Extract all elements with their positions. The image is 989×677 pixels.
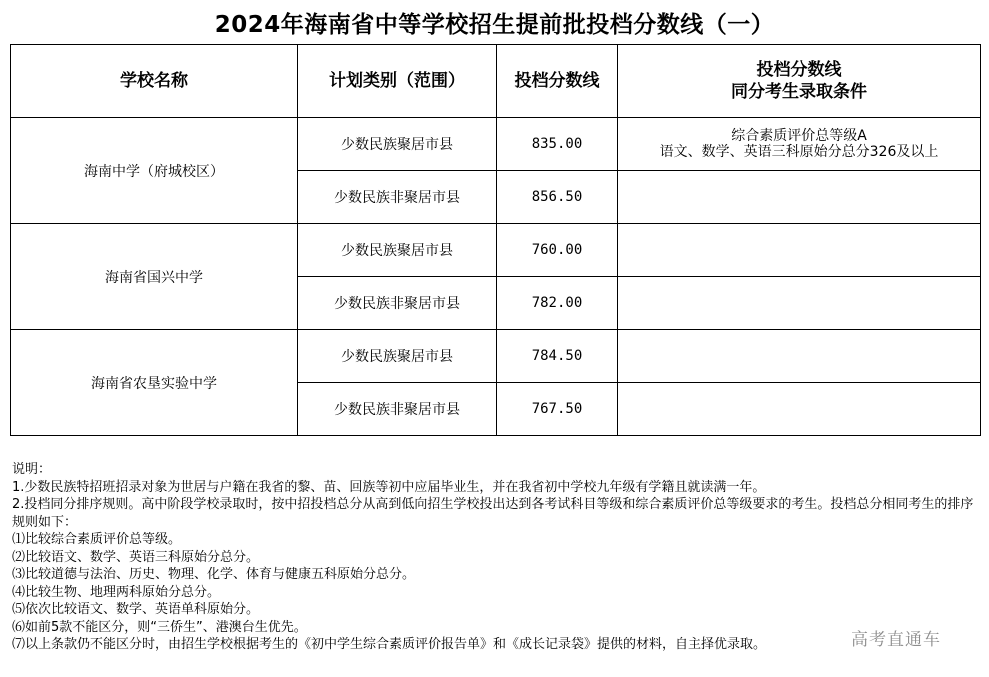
note-rule-6: ⑹如前5款不能区分，则“三侨生”、港澳台生优先。 xyxy=(12,619,307,635)
header-tie-condition-line2: 同分考生录取条件 xyxy=(731,82,867,102)
condition-line1: 综合素质评价总等级A xyxy=(731,128,867,144)
header-score-line: 投档分数线 xyxy=(497,45,618,118)
score-cell: 835.00 xyxy=(497,118,618,171)
condition-cell xyxy=(618,330,981,383)
watermark-text: 高考直通车 xyxy=(851,630,941,650)
notes-heading: 说明： xyxy=(12,462,52,477)
header-school-name: 学校名称 xyxy=(11,45,298,118)
note-line-2: 2.投档同分排序规则。高中阶段学校录取时，按中招投档总分从高到低向招生学校投出达到各考试科目等级和综合素质评价总等级要求的考生。投档总分相同考生的排序规则如下： xyxy=(12,497,974,530)
notes-section xyxy=(12,461,977,654)
table-row xyxy=(11,224,981,277)
note-rule-5: ⑸依次比较语文、数学、英语单科原始分。 xyxy=(12,602,260,617)
condition-cell xyxy=(618,171,981,224)
plan-cell: 少数民族非聚居市县 xyxy=(298,383,497,436)
header-tie-condition xyxy=(618,45,981,118)
school-name-cell: 海南省农垦实验中学 xyxy=(11,330,298,436)
school-name-cell: 海南省国兴中学 xyxy=(11,224,298,330)
table-row xyxy=(11,330,981,383)
plan-cell: 少数民族非聚居市县 xyxy=(298,277,497,330)
score-cell: 767.50 xyxy=(497,383,618,436)
condition-cell xyxy=(618,277,981,330)
condition-cell xyxy=(618,383,981,436)
plan-cell: 少数民族聚居市县 xyxy=(298,330,497,383)
note-rule-2: ⑵比较语文、数学、英语三科原始分总分。 xyxy=(12,549,260,565)
note-rule-7: ⑺以上条款仍不能区分时，由招生学校根据考生的《初中学生综合素质评价报告单》和《成长记录袋》提供的材料，自主择优录取。 xyxy=(12,637,767,652)
score-cell: 782.00 xyxy=(497,277,618,330)
score-cell: 784.50 xyxy=(497,330,618,383)
table-header-row xyxy=(11,45,981,118)
admission-score-table xyxy=(10,44,981,436)
plan-cell: 少数民族聚居市县 xyxy=(298,224,497,277)
note-rule-1: ⑴比较综合素质评价总等级。 xyxy=(12,532,182,547)
condition-cell xyxy=(618,224,981,277)
score-cell: 856.50 xyxy=(497,171,618,224)
note-line-1: 1.少数民族特招班招录对象为世居与户籍在我省的黎、苗、回族等初中应届毕业生，并在我省初中学校九年级有学籍且就读满一年。 xyxy=(12,479,766,495)
plan-cell: 少数民族聚居市县 xyxy=(298,118,497,171)
note-rule-4: ⑷比较生物、地理两科原始分总分。 xyxy=(12,584,221,600)
note-rule-3: ⑶比较道德与法治、历史、物理、化学、体育与健康五科原始分总分。 xyxy=(12,567,416,582)
condition-line2: 语文、数学、英语三科原始分总分326及以上 xyxy=(659,144,939,160)
header-plan-category: 计划类别（范围） xyxy=(298,45,497,118)
table-row xyxy=(11,118,981,171)
plan-cell: 少数民族非聚居市县 xyxy=(298,171,497,224)
page-title: 2024年海南省中等学校招生提前批投档分数线（一） xyxy=(214,12,775,38)
score-cell: 760.00 xyxy=(497,224,618,277)
school-name-cell: 海南中学（府城校区） xyxy=(11,118,298,224)
header-tie-condition-line1: 投档分数线 xyxy=(756,60,842,80)
condition-cell xyxy=(618,118,981,171)
